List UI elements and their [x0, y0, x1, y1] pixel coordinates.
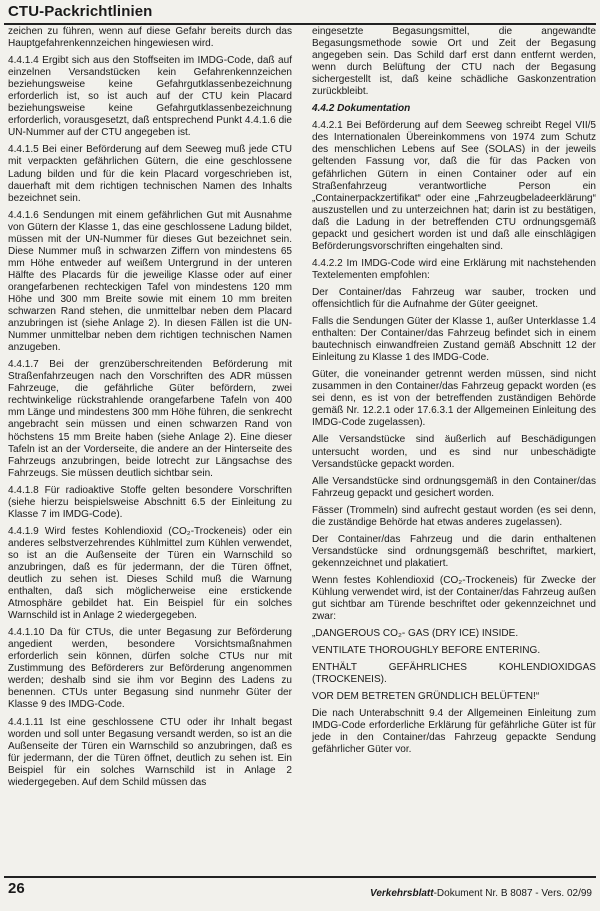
- paragraph-4-4-1-4: 4.4.1.4 Ergibt sich aus den Stoffseiten im IMDG-Code, daß auf einzelnen Versandstücken kein Gefahrenkennzeichen beziehungsweise keine Gefahrgutklassenbezeichnung erforderlich ist, so ist auch auf der CTU kein Placard beziehungsweise keine Gefahrgutklassenbezeichnung erforderlich, vorausgesetzt, daß entsprechend Punkt 4.4.1.6 die UN-Nummer auf der CTU angegeben ist.: [8, 55, 292, 139]
- warning-line: VENTILATE THOROUGHLY BEFORE ENTERING.: [312, 645, 541, 657]
- declaration-item: Die nach Unterabschnitt 9.4 der Allgemeinen Einleitung zum IMDG-Code erforderliche Erklärung für gefährliche Güter ist für jede in den Container/das Fahrzeug gepackte Sendung gefährlicher Güter vor.: [312, 708, 596, 756]
- paragraph-continuation: eingesetzte Begasungsmittel, die angewandte Begasungsmethode sowie Ort und Zeit der Begasung angegeben sein. Das Schild darf erst dann entfernt werden, wenn durch Belüftung der CTU nach der Begasung sichergestellt ist, daß keine schädliche Gaskonzentration zurückbleibt.: [312, 26, 596, 98]
- declaration-item: Der Container/das Fahrzeug war sauber, trocken und offensichtlich für die Aufnahme der Güter geeignet.: [312, 286, 596, 310]
- warning-line: ENTHÄLT GEFÄHRLICHES KOHLENDIOXIDGAS (TROCKENEIS).: [312, 662, 596, 686]
- warning-line: „DANGEROUS CO₂- GAS (DRY ICE) INSIDE.: [312, 628, 519, 640]
- declaration-item: Güter, die voneinander getrennt werden müssen, sind nicht zusammen in den Container/das Fahrzeug gepackt worden (es sei denn, es ist von der betreffenden zuständigen Behörde gemäß Nr. 12.2.1 oder 17.6.3.1 der Allgemeinen Einleitung des IMDG-Code zugelassen).: [312, 369, 596, 429]
- document-source: Verkehrsblatt: [370, 888, 434, 899]
- document-reference: [370, 888, 592, 899]
- document-id: -Dokument Nr. B 8087 - Vers. 02/99: [433, 888, 592, 899]
- header-divider: [4, 23, 596, 25]
- paragraph: zeichen zu führen, wenn auf diese Gefahr bereits durch das Hauptgefahrenkennzeichen hingewiesen wird.: [8, 26, 292, 50]
- paragraph-4-4-1-6: 4.4.1.6 Sendungen mit einem gefährlichen Gut mit Ausnahme von Gütern der Klasse 1, das eine geschlossene Ladung bildet, müssen mit der UN-Nummer für dieses Gut bezeichnet sein. Diese Nummer muß in schwarzen Ziffern von mindestens 65 mm Höhe entweder auf weißem Untergrund in der unteren Hälfte des Placards für die jeweilige Klasse oder auf einer orangefarbenen rechteckigen Tafel von mindestens 120 mm Höhe und 300 mm Breite sowie mit einem 10 mm breiten schwarzen Rand stehen, die unmittelbar neben dem Placard anzubringen ist (siehe Anlage 2). In diesen Fällen ist die UN-Nummer unmittelbar neben dem richtigen technischen Namen anzugeben.: [8, 209, 292, 354]
- paragraph-4-4-1-10: 4.4.1.10 Da für CTUs, die unter Begasung zur Beförderung angedient werden, besondere Vorsichtsmaßnahmen erforderlich sein können, dürfen solche CTUs nur mit Zustimmung des Beförderers zur Beförderung angenommen werden; deshalb sind sie ihm vor Beginn des Ladens zu benennen. CTUs unter Begasung sind nunmehr Güter der Klasse 9 des IMDG-Code.: [8, 627, 292, 711]
- paragraph-4-4-1-5: 4.4.1.5 Bei einer Beförderung auf dem Seeweg muß jede CTU mit verpackten gefährlichen Gütern, die eine geschlossene Ladung bilden und für die kein Placard vorgeschrieben ist, dauerhaft mit dem richtigen technischen Namen des Inhalts bezeichnet sein.: [8, 144, 292, 204]
- footer-divider: [4, 876, 596, 878]
- declaration-item: Falls die Sendungen Güter der Klasse 1, außer Unterklasse 1.4 enthalten: Der Container/das Fahrzeug befindet sich in einem bautechnisch einwandfreien Zustand gemäß Abschnitt 12 der Einleitung zu Klasse 1 des IMDG-Code.: [312, 316, 596, 364]
- page-header-title: CTU-Packrichtlinien: [8, 3, 153, 20]
- declaration-item: Wenn festes Kohlendioxid (CO₂-Trockeneis) für Zwecke der Kühlung verwendet wird, ist der Container/das Fahrzeug außen gut sichtbar am Türende beschriftet oder gekennzeichnet und zwar:: [312, 574, 596, 623]
- paragraph-4-4-1-9: 4.4.1.9 Wird festes Kohlendioxid (CO₂-Trockeneis) oder ein anderes selbstverzehrendes Kühlmittel zum Kühlen verwendet, so ist an die Außenseite der Türen ein Warnschild so anzubringen, daß es für jedermann, der die Türen öffnet, deutlich zu sehen ist. Dieses Schild muß die Warnung enthalten, daß sich möglicherweise eine erstickende Atmosphäre gebildet hat. Ein Beispiel für ein solches Warnschild ist in Anlage 2 wiedergegeben.: [8, 525, 292, 622]
- declaration-item: Der Container/das Fahrzeug und die darin enthaltenen Versandstücke sind ordnungsgemäß beschriftet, markiert, gekennzeichnet und plakatiert.: [312, 533, 596, 569]
- declaration-item: Alle Versandstücke sind äußerlich auf Beschädigungen untersucht worden, und es sind nur unbeschädigte Versandstücke gepackt worden.: [312, 434, 596, 470]
- paragraph-4-4-2-1: 4.4.2.1 Bei Beförderung auf dem Seeweg schreibt Regel VII/5 des Internationalen Übereinkommens von 1974 zum Schutz des menschlichen Lebens auf See (SOLAS) in der jeweils geltenden Fassung vor, daß die für das Packen von gefährlichen Gütern in einen Container oder auf ein Straßenfahrzeug verantwortliche Person ein „Containerpackzertifikat“ oder eine „Fahrzeugbeladeerklärung“ auszustellen und zu unterzeichnen hat; darin ist zu bestätigen, daß die Ladung in der betreffenden CTU ordnungsgemäß gepackt und gesichert worden ist und daß alle einschlägigen Beförderungsvorschriften eingehalten sind.: [312, 120, 596, 252]
- left-column: [8, 26, 292, 794]
- section-heading-dokumentation: 4.4.2 Dokumentation: [312, 103, 411, 115]
- warning-line: VOR DEM BETRETEN GRÜNDLICH BELÜFTEN!“: [312, 691, 540, 703]
- right-column: [312, 26, 596, 762]
- page-number: 26: [8, 880, 25, 897]
- paragraph-4-4-2-2: 4.4.2.2 Im IMDG-Code wird eine Erklärung mit nachstehenden Textelementen empfohlen:: [312, 257, 596, 281]
- declaration-item: Alle Versandstücke sind ordnungsgemäß in den Container/das Fahrzeug gepackt und gesichert worden.: [312, 475, 596, 499]
- paragraph-4-4-1-7: 4.4.1.7 Bei der grenzüberschreitenden Beförderung mit Straßenfahrzeugen nach den Vorschriften des ADR müssen Fahrzeuge, die gefährliche Güter befördern, zwei rechtwinkelige rückstrahlende orangefarbene Tafeln von 400 mm Länge und mindestens 300 mm Höhe führen, die senkrecht angebracht sein müssen und einen schwarzen Rand von höchstens 15 mm Breite haben (siehe Anlage 2). Eine dieser Tafeln ist an der Vorderseite, die andere an der Hinterseite des Fahrzeugs anzubringen, beide lotrecht zur Längsachse des Fahrzeugs. Sie müssen deutlich sichtbar sein.: [8, 359, 292, 479]
- paragraph-4-4-1-8: 4.4.1.8 Für radioaktive Stoffe gelten besondere Vorschriften (siehe hierzu beispielsweise Abschnitt 6.5 der Einleitung zu Klasse 7 im IMDG-Code).: [8, 484, 292, 520]
- paragraph-4-4-1-11: 4.4.1.11 Ist eine geschlossene CTU oder ihr Inhalt begast worden und soll unter Begasung versandt werden, so ist an die Außenseite der Türen ein Warnschild so anzubringen, daß es für jedermann, der die Türen öffnet, deutlich zu sehen ist. Ein Beispiel für ein solches Warnschild ist in Anlage 2 wiedergegeben. Auf dem Schild müssen das: [8, 716, 292, 788]
- declaration-item: Fässer (Trommeln) sind aufrecht gestaut worden (es sei denn, die zuständige Behörde hat etwas anderes zugelassen).: [312, 504, 596, 528]
